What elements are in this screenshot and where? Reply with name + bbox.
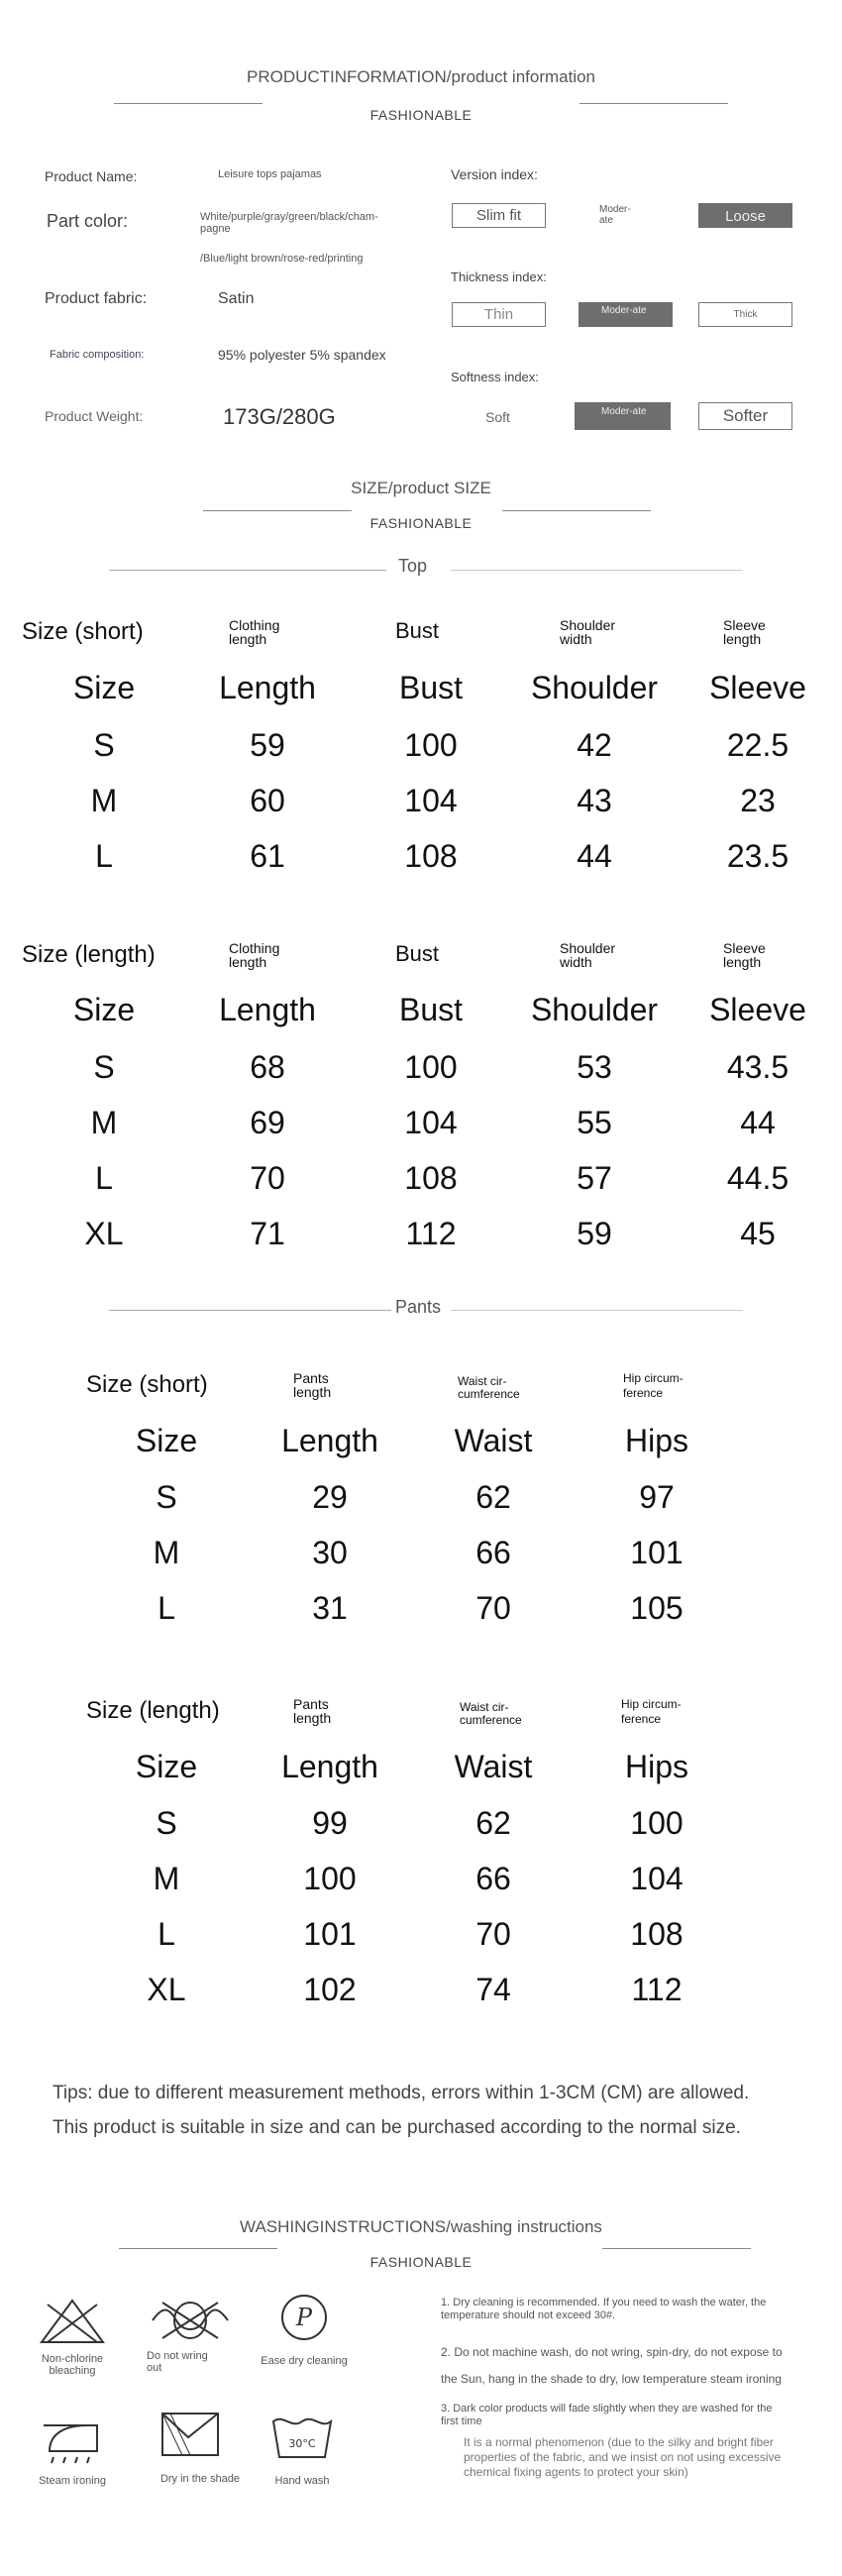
length-cell: 30 xyxy=(312,1535,348,1570)
hips-cell: 108 xyxy=(630,1916,684,1952)
size-section-subtitle: FASHIONABLE xyxy=(369,515,473,531)
shoulder-cell: 55 xyxy=(577,1105,612,1140)
softness-option-softer: Softer xyxy=(698,402,792,430)
no-bleach-icon xyxy=(38,2297,107,2351)
bust-cell: 104 xyxy=(404,1105,458,1140)
length-cell: 59 xyxy=(250,727,285,763)
hips-cell: 105 xyxy=(630,1590,684,1626)
table-header-row xyxy=(0,1749,842,1788)
hand-wash-icon xyxy=(269,2412,335,2466)
header-cell: Sleeve xyxy=(709,992,806,1027)
thickness-option-thin: Thin xyxy=(452,302,546,327)
divider-line xyxy=(119,2248,277,2249)
divider-line xyxy=(602,2248,751,2249)
fabric-composition-label: Fabric composition: xyxy=(50,349,145,361)
column-hint: Bust xyxy=(395,618,440,643)
size-cell: L xyxy=(158,1590,175,1626)
size-cell: S xyxy=(93,727,115,763)
shoulder-cell: 53 xyxy=(577,1049,612,1085)
dry-clean-icon xyxy=(279,2293,329,2347)
length-cell: 101 xyxy=(303,1916,357,1952)
shoulder-cell: 44 xyxy=(577,838,612,874)
shoulder-cell: 59 xyxy=(577,1216,612,1251)
care-label: Ease dry cleaning xyxy=(261,2355,348,2367)
length-cell: 102 xyxy=(303,1972,357,2007)
table-header-row xyxy=(0,992,842,1031)
header-cell: Size xyxy=(135,1749,198,1784)
version-option-moderate: Moder-ate xyxy=(599,204,631,226)
column-hint: Pants length xyxy=(293,1370,332,1400)
header-cell: Shoulder xyxy=(530,992,659,1027)
care-note: 3. Dark color products will fade slightly when they are washed for the first time xyxy=(441,2403,773,2427)
bust-cell: 108 xyxy=(404,838,458,874)
tips-line-2: This product is suitable in size and can be purchased according to the normal size. xyxy=(53,2117,741,2138)
size-cell: M xyxy=(153,1535,180,1570)
column-hint: Waist cir-cumference xyxy=(458,1374,520,1401)
header-cell: Bust xyxy=(398,992,464,1027)
care-note: the Sun, hang in the shade to dry, low temperature steam ironing xyxy=(441,2372,782,2386)
column-hint: Pants length xyxy=(293,1696,332,1726)
care-label: Do not wring out xyxy=(147,2350,208,2374)
waist-cell: 62 xyxy=(475,1479,511,1515)
sleeve-cell: 22.5 xyxy=(726,727,789,763)
header-cell: Length xyxy=(219,670,316,705)
length-cell: 60 xyxy=(250,783,285,818)
divider-line xyxy=(451,1310,743,1311)
divider-line xyxy=(109,1310,391,1311)
hips-cell: 101 xyxy=(630,1535,684,1570)
care-label: Dry in the shade xyxy=(159,2473,241,2485)
bust-cell: 100 xyxy=(404,727,458,763)
waist-cell: 66 xyxy=(475,1861,511,1896)
waist-cell: 74 xyxy=(475,1972,511,2007)
part-color-value: White/purple/gray/green/black/cham-pagne xyxy=(200,211,378,235)
softness-option-soft: Soft xyxy=(485,409,510,425)
table-header-row xyxy=(0,670,842,709)
version-option-slim: Slim fit xyxy=(452,203,546,228)
care-label: Non-chlorine bleaching xyxy=(41,2353,104,2377)
table-title: Size (short) xyxy=(22,618,144,645)
product-fabric-label: Product fabric: xyxy=(45,290,148,307)
header-cell: Hips xyxy=(624,1749,688,1784)
product-weight-value: 173G/280G xyxy=(223,404,336,429)
length-cell: 61 xyxy=(250,838,285,874)
steam-iron-icon xyxy=(36,2415,105,2470)
column-hint: Sleeve length xyxy=(723,617,766,647)
size-cell: M xyxy=(90,1105,118,1140)
column-hint: Waist cir-cumference xyxy=(460,1700,522,1727)
thickness-option-thick: Thick xyxy=(698,302,792,327)
table-title: Size (length) xyxy=(86,1697,220,1724)
fabric-composition-value: 95% polyester 5% spandex xyxy=(218,347,386,363)
shoulder-cell: 42 xyxy=(577,727,612,763)
header-cell: Sleeve xyxy=(709,670,806,705)
waist-cell: 62 xyxy=(475,1805,511,1841)
product-weight-label: Product Weight: xyxy=(45,408,144,424)
table-title: Size (short) xyxy=(86,1371,208,1398)
column-hint: Bust xyxy=(395,941,440,966)
header-cell: Size xyxy=(72,670,136,705)
divider-line xyxy=(451,570,743,571)
header-cell: Size xyxy=(135,1423,198,1458)
table-header-row xyxy=(0,1423,842,1462)
sleeve-cell: 44.5 xyxy=(726,1160,789,1196)
thickness-option-moderate: Moder-ate xyxy=(579,302,673,327)
tips-line-1: Tips: due to different measurement methods, errors within 1-3CM (CM) are allowed. xyxy=(53,2083,750,2103)
softness-option-moderate: Moder-ate xyxy=(575,402,671,430)
header-cell: Waist xyxy=(454,1749,533,1784)
waist-cell: 70 xyxy=(475,1916,511,1952)
svg-text:P: P xyxy=(295,2304,313,2331)
column-hint: Clothing length xyxy=(229,617,280,647)
shoulder-cell: 43 xyxy=(577,783,612,818)
table-title: Size (length) xyxy=(22,941,156,968)
size-cell: S xyxy=(156,1479,177,1515)
divider-line xyxy=(114,103,263,104)
hips-cell: 100 xyxy=(630,1805,684,1841)
length-cell: 68 xyxy=(250,1049,285,1085)
size-section-title: SIZE/product SIZE xyxy=(351,479,491,497)
column-hint: Sleeve length xyxy=(723,940,766,970)
softness-index-label: Softness index: xyxy=(451,370,539,384)
care-note: It is a normal phenomenon (due to the silky and bright fiber properties of the fabric, and we insist on not using excessive chemical fixing agents to protect your skin) xyxy=(464,2435,782,2479)
size-cell: L xyxy=(95,838,113,874)
divider-line xyxy=(502,510,651,511)
product-name-value: Leisure tops pajamas xyxy=(218,168,322,180)
care-label: Hand wash xyxy=(274,2475,330,2487)
size-cell: L xyxy=(158,1916,175,1952)
size-cell: S xyxy=(156,1805,177,1841)
part-color-label: Part color: xyxy=(47,211,129,231)
shoulder-cell: 57 xyxy=(577,1160,612,1196)
divider-line xyxy=(109,570,386,571)
header-cell: Size xyxy=(72,992,136,1027)
length-cell: 70 xyxy=(250,1160,285,1196)
size-cell: XL xyxy=(147,1972,186,2007)
bust-cell: 108 xyxy=(404,1160,458,1196)
sleeve-cell: 43.5 xyxy=(726,1049,789,1085)
header-cell: Length xyxy=(281,1423,378,1458)
length-cell: 31 xyxy=(312,1590,348,1626)
wash-temperature: 30°C xyxy=(288,2437,316,2450)
care-label: Steam ironing xyxy=(39,2475,106,2487)
thickness-index-label: Thickness index: xyxy=(451,269,547,284)
bust-cell: 112 xyxy=(405,1216,457,1251)
pants-section-label: Pants xyxy=(391,1297,445,1318)
header-cell: Bust xyxy=(398,670,464,705)
care-note: 1. Dry cleaning is recommended. If you need to wash the water, the temperature should not exceed 30#. xyxy=(441,2297,767,2321)
column-hint: Hip circum-ference xyxy=(621,1697,682,1726)
column-hint: Clothing length xyxy=(229,940,280,970)
no-wring-icon xyxy=(149,2299,232,2347)
bust-cell: 104 xyxy=(404,783,458,818)
size-cell: M xyxy=(90,783,118,818)
product-name-label: Product Name: xyxy=(45,168,138,184)
waist-cell: 66 xyxy=(475,1535,511,1570)
hips-cell: 97 xyxy=(639,1479,675,1515)
column-hint: Shoulder width xyxy=(560,940,616,970)
divider-line xyxy=(203,510,352,511)
length-cell: 69 xyxy=(250,1105,285,1140)
hips-cell: 112 xyxy=(631,1972,683,2007)
length-cell: 29 xyxy=(312,1479,348,1515)
version-option-loose: Loose xyxy=(698,203,792,228)
product-info-title: PRODUCTINFORMATION/product information xyxy=(246,67,596,86)
hips-cell: 104 xyxy=(630,1861,684,1896)
length-cell: 71 xyxy=(250,1216,285,1251)
washing-subtitle: FASHIONABLE xyxy=(369,2254,473,2270)
sleeve-cell: 44 xyxy=(740,1105,776,1140)
sleeve-cell: 23 xyxy=(740,783,776,818)
header-cell: Shoulder xyxy=(530,670,659,705)
size-cell: S xyxy=(93,1049,115,1085)
length-cell: 100 xyxy=(303,1861,357,1896)
product-fabric-value: Satin xyxy=(218,290,255,307)
header-cell: Length xyxy=(219,992,316,1027)
product-info-subtitle: FASHIONABLE xyxy=(369,107,473,123)
sleeve-cell: 45 xyxy=(740,1216,776,1251)
header-cell: Hips xyxy=(624,1423,688,1458)
size-cell: XL xyxy=(84,1216,124,1251)
size-cell: L xyxy=(95,1160,113,1196)
bust-cell: 100 xyxy=(404,1049,458,1085)
care-note: 2. Do not machine wash, do not wring, spin-dry, do not expose to xyxy=(441,2345,783,2359)
top-section-label: Top xyxy=(394,556,431,577)
part-color-value-2: /Blue/light brown/rose-red/printing xyxy=(200,253,364,265)
divider-line xyxy=(579,103,728,104)
size-cell: M xyxy=(153,1861,180,1896)
washing-title: WASHINGINSTRUCTIONS/washing instructions xyxy=(240,2217,602,2236)
column-hint: Shoulder width xyxy=(560,617,616,647)
column-hint: Hip circum-ference xyxy=(623,1371,684,1400)
waist-cell: 70 xyxy=(475,1590,511,1626)
shade-dry-icon xyxy=(158,2408,222,2468)
version-index-label: Version index: xyxy=(451,166,538,182)
length-cell: 99 xyxy=(312,1805,348,1841)
header-cell: Length xyxy=(281,1749,378,1784)
sleeve-cell: 23.5 xyxy=(726,838,789,874)
header-cell: Waist xyxy=(454,1423,533,1458)
